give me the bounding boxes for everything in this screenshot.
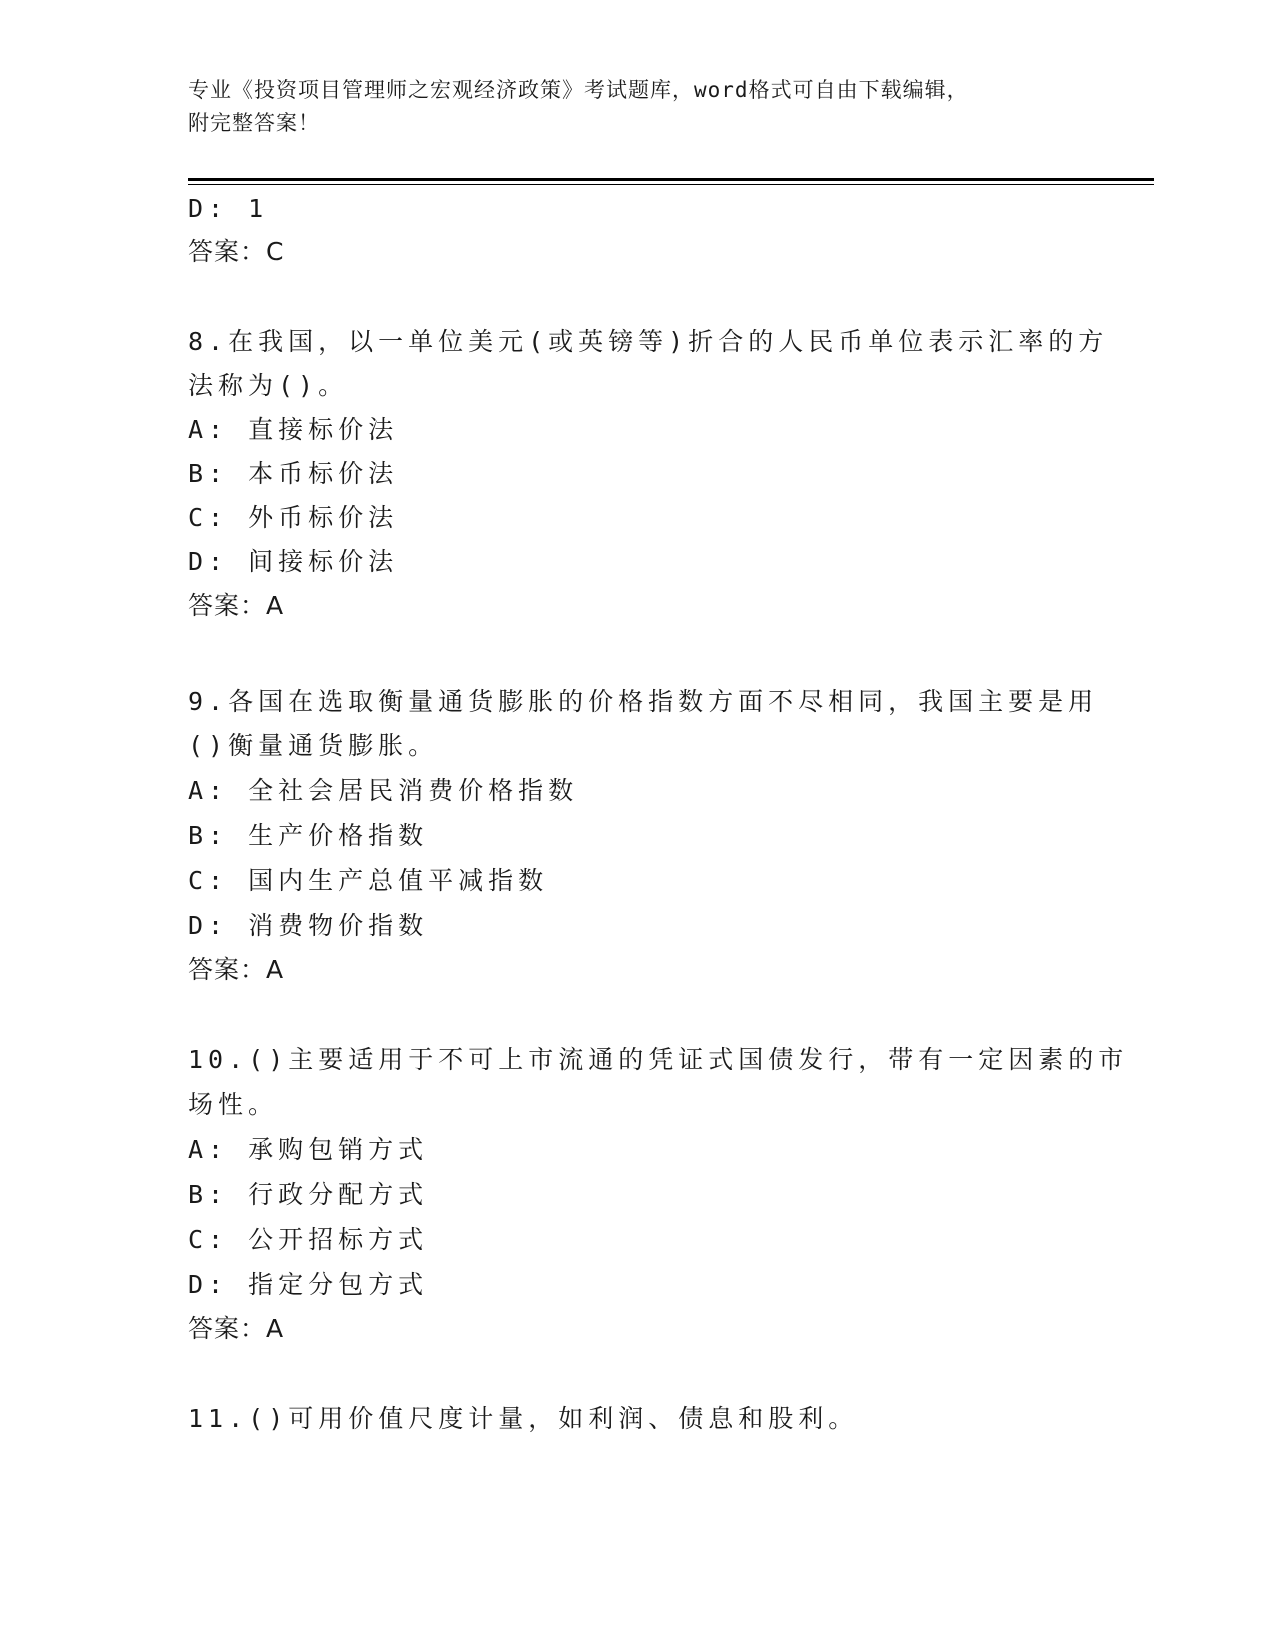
option-d: D: 消费物价指数 [188,911,429,940]
option-a: A: 全社会居民消费价格指数 [188,776,579,805]
option-d: D: 1 [188,194,269,223]
document-header [188,74,1068,140]
question-stem: 10.()主要适用于不可上市流通的凭证式国债发行，带有一定因素的市 [188,1045,1129,1074]
option-a: A: 承购包销方式 [188,1135,429,1164]
option-b: B: 生产价格指数 [188,821,429,850]
question-stem: 8.在我国，以一单位美元(或英镑等)折合的人民币单位表示汇率的方 [188,327,1109,356]
header-line-1: 专业《投资项目管理师之宏观经济政策》考试题库，word格式可自由下载编辑， [188,78,969,102]
answer-label: 答案：A [188,1314,285,1343]
option-b: B: 本币标价法 [188,459,399,488]
option-d: D: 指定分包方式 [188,1270,429,1299]
option-c: C: 公开招标方式 [188,1225,429,1254]
question-stem: 11.()可用价值尺度计量，如利润、债息和股利。 [188,1404,859,1433]
question-stem-continued: 场性。 [188,1090,279,1119]
question-stem-continued: ()衡量通货膨胀。 [188,731,439,760]
answer-label: 答案：A [188,591,285,620]
header-divider-thick [188,178,1154,181]
header-divider-thin [188,184,1154,185]
option-d: D: 间接标价法 [188,547,399,576]
option-c: C: 国内生产总值平减指数 [188,866,549,895]
header-line-2: 附完整答案！ [188,111,320,135]
answer-label: 答案：A [188,955,285,984]
option-c: C: 外币标价法 [188,503,399,532]
question-stem-continued: 法称为()。 [188,371,349,400]
option-a: A: 直接标价法 [188,415,399,444]
option-b: B: 行政分配方式 [188,1180,429,1209]
answer-label: 答案：C [188,237,285,266]
question-stem: 9.各国在选取衡量通货膨胀的价格指数方面不尽相同，我国主要是用 [188,687,1099,716]
